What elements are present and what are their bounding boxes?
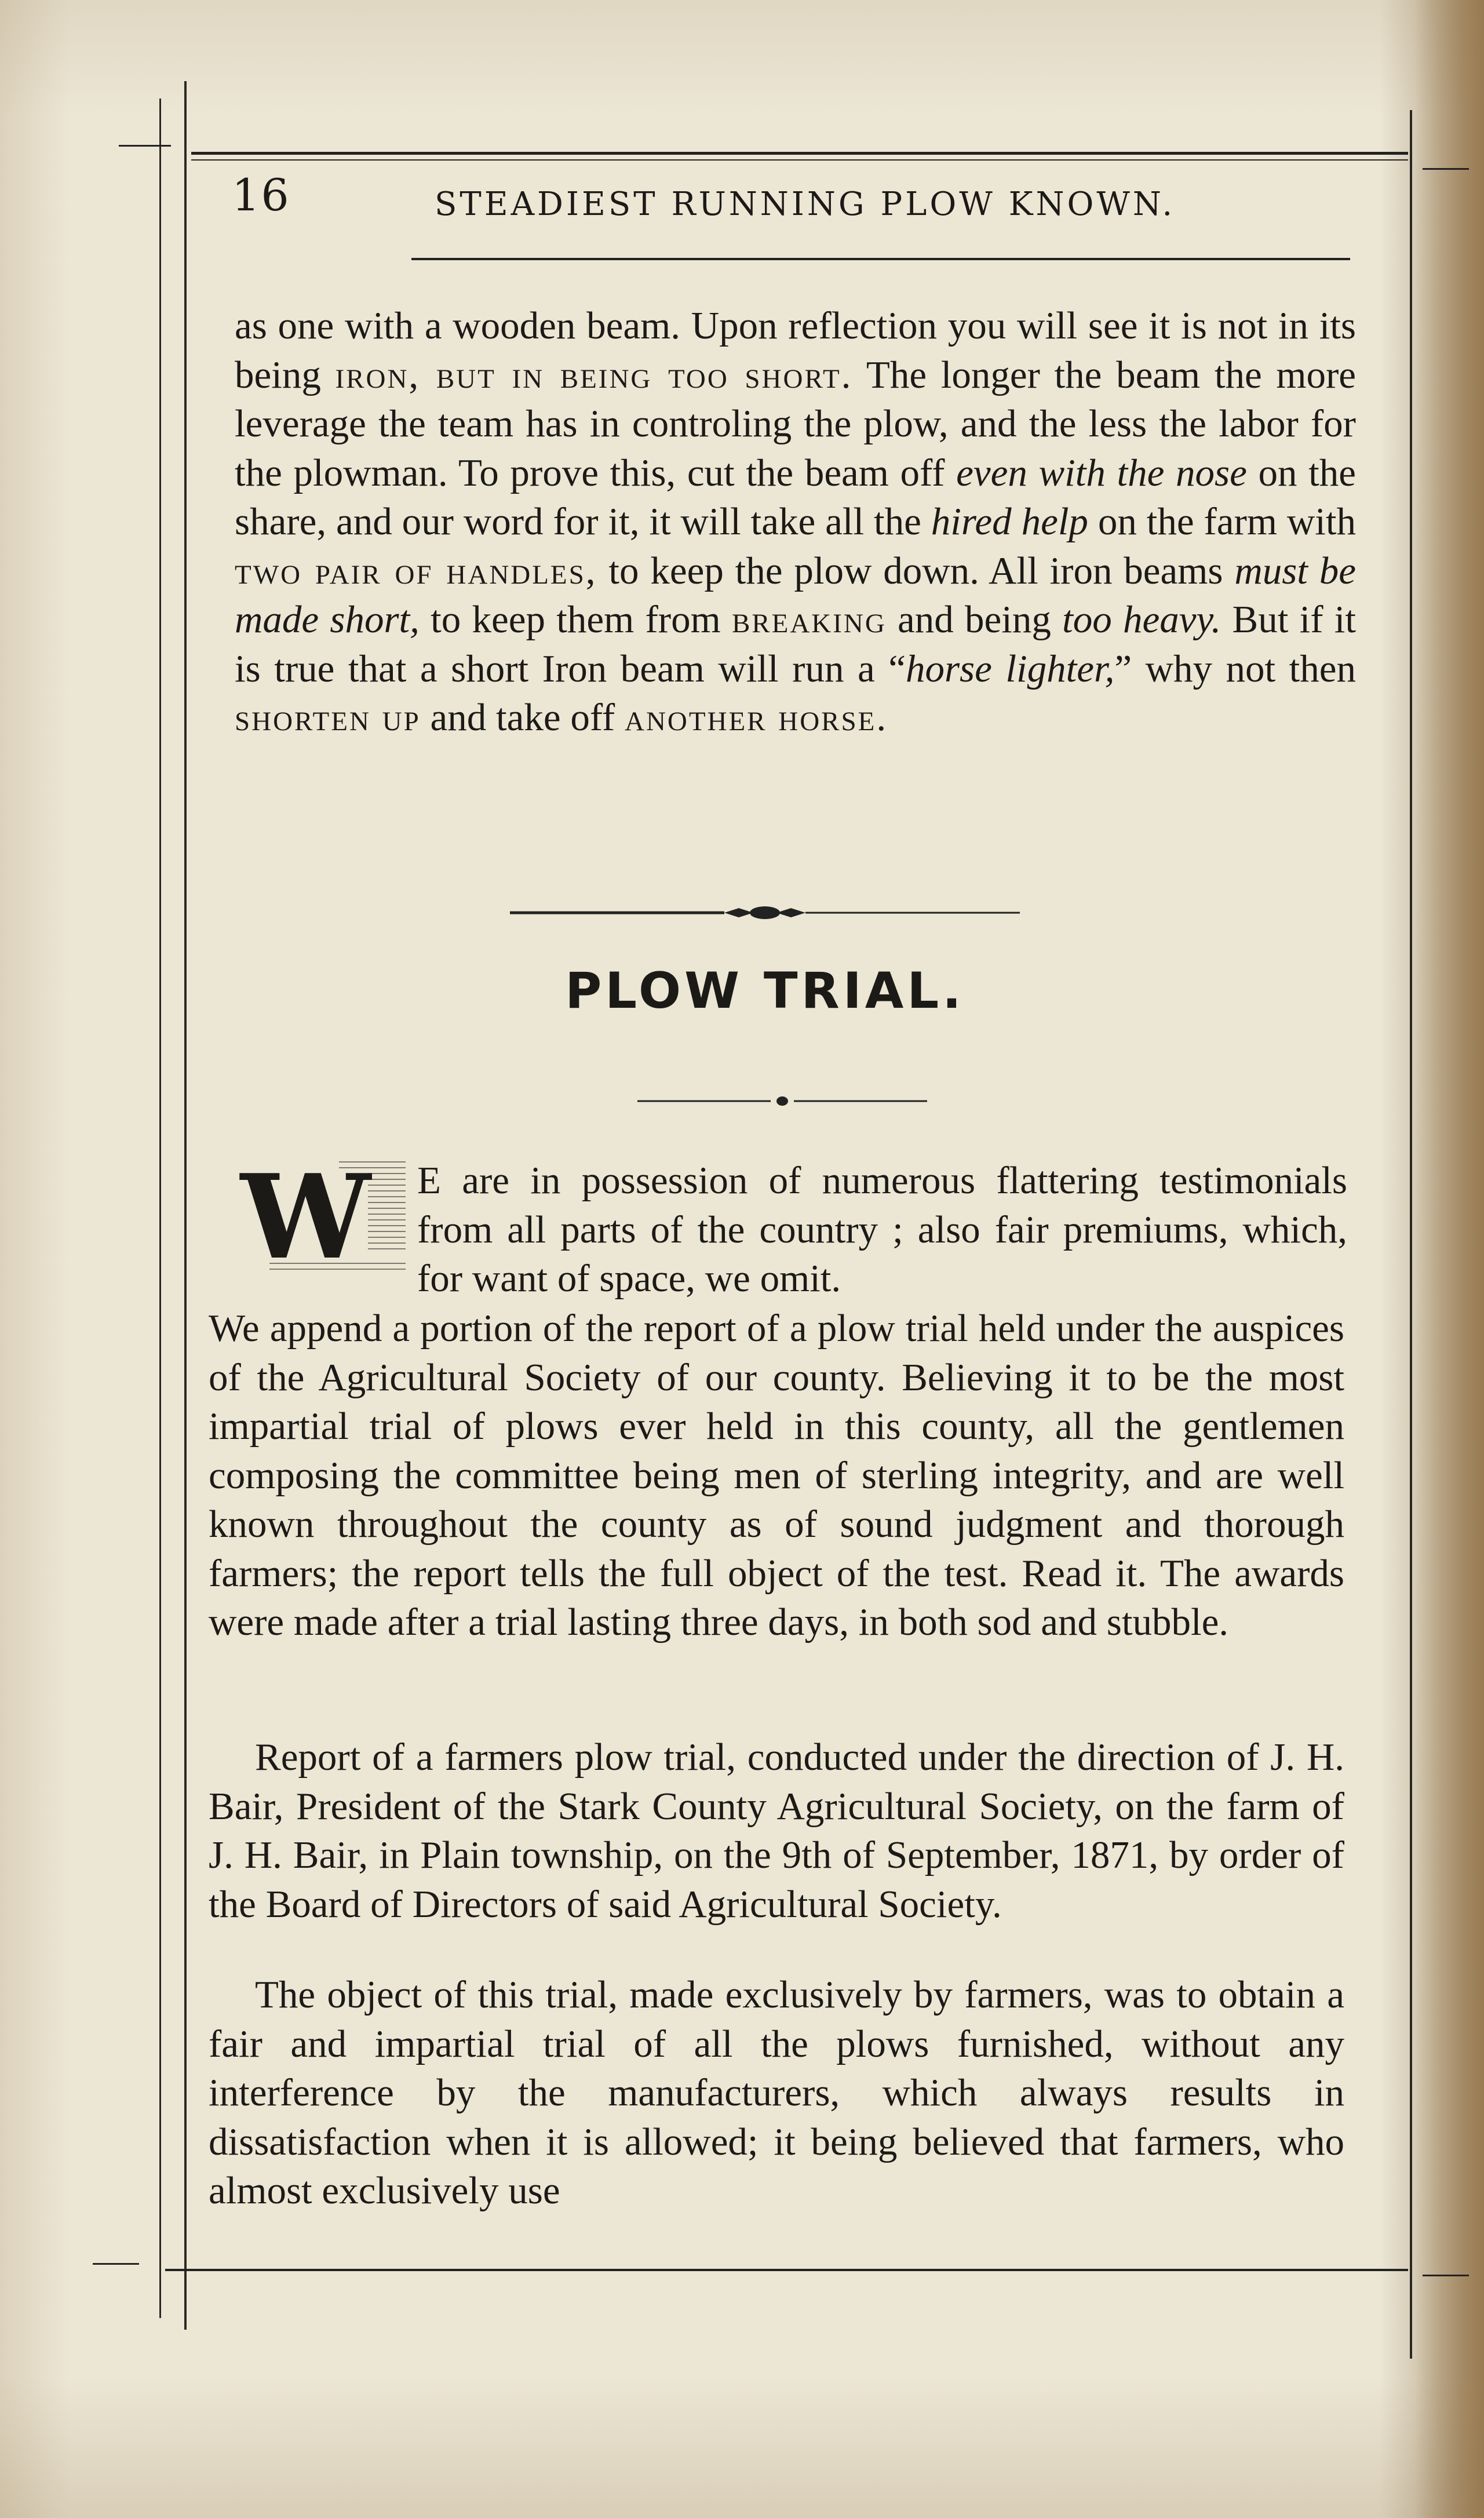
paragraph-lead: E are in possession of numerous flattering testimonials from all parts of the country ; also fair premiums, which, for want of space, we omit. (417, 1159, 1347, 1300)
paragraph-report: Report of a farmers plow trial, conducted under the direction of J. H. Bair, President of the Stark County Agricultural Society, on the farm of J. H. Bair, in Plain township, on the 9th of September, 1871, by order of the Board of Directors of said Agricultural Society. (209, 1736, 1344, 1926)
right-tick-mark (1423, 168, 1469, 170)
left-margin-rule (184, 81, 187, 2330)
left-tick-mark-bottom (93, 2263, 139, 2265)
left-margin-rule-inner (159, 99, 161, 2318)
running-title: STEADIEST RUNNING PLOW KNOWN. (435, 185, 1176, 223)
left-tick-mark (119, 145, 171, 147)
page-edge-shadow (1414, 0, 1484, 2518)
header-top-rule (191, 152, 1408, 155)
footer-rule (165, 2269, 1408, 2271)
paragraph-object: The object of this trial, made exclusively by farmers, was to obtain a fair and impartial trial of all the plows furnished, without any interference by the manufacturers, which always results in dissatisfaction when it is allowed; it being believed that farmers, who almost exclusively use (209, 1973, 1344, 2212)
ornamental-divider-top (510, 901, 1020, 924)
svg-text:W: W (240, 1156, 371, 1278)
right-tick-mark-bottom (1423, 2275, 1469, 2276)
paragraph-trial-intro: We append a portion of the report of a plow trial held under the auspices of the Agricultural Society of our county. Believing it to be the most impartial trial of plows ever held in this county, all the gentlemen composing the committee being men of sterling integrity, and are well known throughout the county as of sound judgment and thorough farmers; the report tells the full object of the test. Read it. The awards were made after a trial lasting three days, in both sod and stubble. (209, 1307, 1344, 1644)
ornamental-divider-bottom (637, 1092, 927, 1110)
header-bottom-rule (411, 258, 1350, 260)
section-title: PLOW TRIAL. (565, 962, 965, 1020)
running-header (232, 169, 1373, 239)
decorative-initial-w (235, 1156, 409, 1278)
header-top-rule-thin (191, 159, 1408, 161)
page-number: 16 (232, 169, 290, 221)
intro-paragraph: as one with a wooden beam. Upon reflection you will see it is not in its being iron, but in being too short. The longer the beam the more leverage the team has in controling the plow, and the less the labor for the plowman. To prove this, cut the beam off even with the nose on the share, and our word for it, it will take all the hired help on the farm with two pair of handles, to keep the plow down. All iron beams must be made short, to keep them from breaking and being too heavy. But if it is true that a short Iron beam will run a “horse lighter,” why not then shorten up and take off another horse. (235, 304, 1357, 739)
right-margin-rule (1410, 110, 1412, 2359)
